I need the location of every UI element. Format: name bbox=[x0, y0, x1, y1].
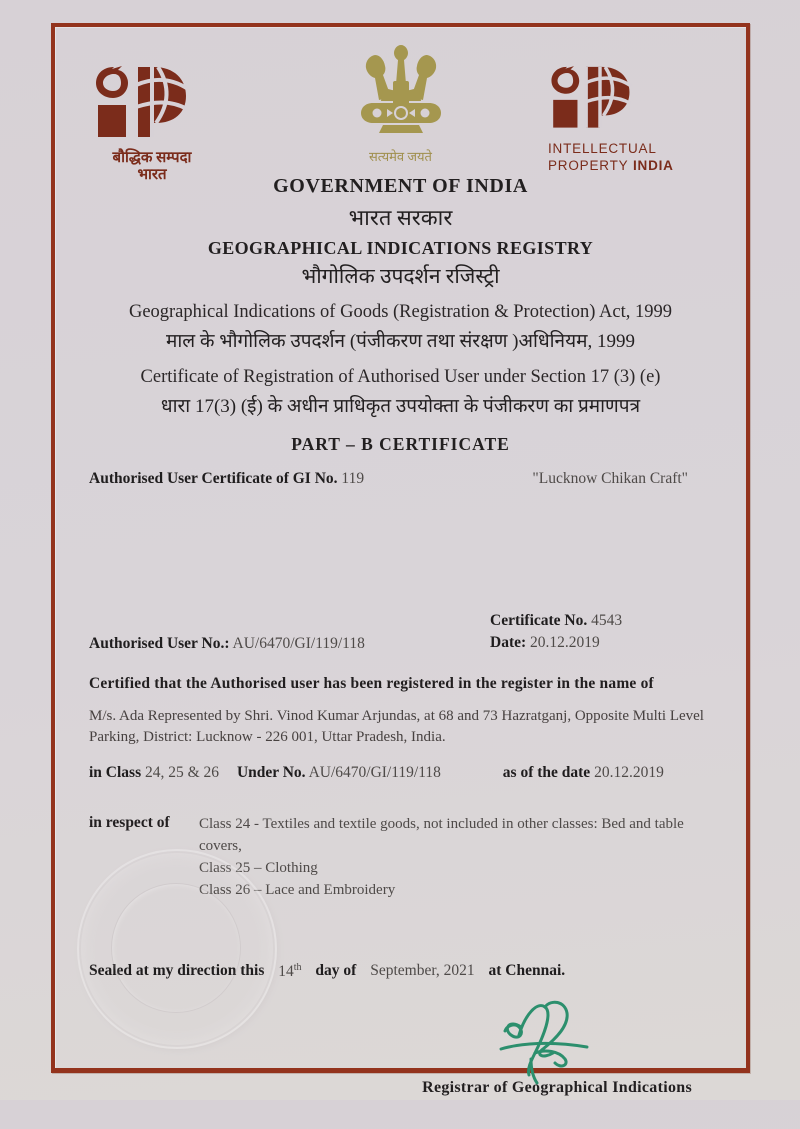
date-value: 20.12.2019 bbox=[530, 633, 600, 651]
certificate-subtitle-english: Certificate of Registration of Authorised User under Section 17 (3) (e) bbox=[140, 367, 661, 387]
under-no-label: Under No. bbox=[236, 764, 306, 782]
authorised-user-no-value: AU/6470/GI/119/118 bbox=[232, 635, 365, 653]
part-b-certificate-title: PART – B CERTIFICATE bbox=[291, 434, 510, 454]
title-gi-registry: GEOGRAPHICAL INDICATIONS REGISTRY bbox=[207, 238, 594, 258]
class-26-item: Class 26 – Lace and Embroidery bbox=[199, 881, 396, 898]
sealed-month-value: September, 2021 bbox=[370, 962, 475, 980]
certificate-no-value: 4543 bbox=[591, 612, 623, 629]
sealed-statement bbox=[89, 961, 706, 980]
authorised-user-no-label: Authorised User No.: bbox=[89, 635, 230, 653]
in-class-label: in Class bbox=[89, 764, 142, 782]
sealed-day-value: 14th bbox=[278, 961, 302, 980]
as-of-date-value: 20.12.2019 bbox=[594, 764, 664, 782]
numbers-row bbox=[89, 610, 706, 653]
certificate-header bbox=[55, 27, 746, 183]
title-gi-registry-hindi: भौगोलिक उपदर्शन रजिस्ट्री bbox=[301, 264, 500, 288]
in-respect-of-label: in respect of bbox=[89, 814, 170, 832]
ashoka-emblem-icon bbox=[353, 128, 449, 145]
emblem-motto: सत्यमेव जयते bbox=[369, 149, 432, 164]
class-25-item: Class 25 – Clothing bbox=[199, 859, 318, 876]
authorised-user-no-group bbox=[89, 635, 365, 653]
gi-number-label-group bbox=[89, 470, 364, 488]
goods-classes-list bbox=[199, 814, 699, 901]
at-place-label: at Chennai. bbox=[488, 962, 566, 980]
certificate-no-label: Certificate No. bbox=[490, 612, 588, 629]
right-logo-caption: INTELLECTUAL PROPERTY INDIA bbox=[548, 141, 674, 173]
title-government-of-india: GOVERNMENT OF INDIA bbox=[273, 175, 528, 197]
class-under-row bbox=[89, 764, 706, 782]
certificate-titles bbox=[55, 175, 746, 455]
in-class-value: 24, 25 & 26 bbox=[145, 764, 220, 782]
under-no-value: AU/6470/GI/119/118 bbox=[308, 764, 441, 782]
act-title-english: Geographical Indications of Goods (Registration & Protection) Act, 1999 bbox=[128, 302, 673, 322]
ip-india-logo-right bbox=[548, 65, 718, 175]
gi-number-value: 119 bbox=[341, 470, 365, 487]
certified-statement: Certified that the Authorised user has been registered in the register in the name of bbox=[89, 675, 654, 693]
date-label: Date: bbox=[490, 633, 527, 651]
class-24-item: Class 24 - Textiles and textile goods, not included in other classes: Bed and table covers, bbox=[199, 816, 684, 855]
certificate-no-group bbox=[490, 610, 706, 653]
as-of-date-label: as of the date bbox=[502, 764, 591, 782]
sealed-label: Sealed at my direction this bbox=[89, 962, 265, 980]
day-of-label: day of bbox=[315, 962, 357, 980]
certificate-border-frame bbox=[51, 23, 750, 1096]
registrar-signature-icon bbox=[491, 997, 601, 1092]
signature-block bbox=[89, 1009, 706, 1129]
act-title-hindi: माल के भौगोलिक उपदर्शन (पंजीकरण तथा संरक्षण )अधिनियम, 1999 bbox=[166, 331, 635, 352]
title-government-of-india-hindi: भारत सरकार bbox=[348, 205, 453, 230]
registrant-name-address: M/s. Ada Represented by Shri. Vinod Kumar Arjundas, at 68 and 73 Hazratganj, Opposite Multi Level Parking, District: Lucknow - 226 001, Uttar Pradesh, India. bbox=[89, 708, 704, 746]
certificate-subtitle-hindi: धारा 17(3) (ई) के अधीन प्राधिकृत उपयोक्ता के पंजीकरण का प्रमाणपत्र bbox=[160, 396, 641, 417]
gi-name-value: "Lucknow Chikan Craft" bbox=[532, 470, 688, 487]
ip-logo-icon bbox=[548, 120, 652, 137]
left-logo-caption: बौद्धिक सम्पदा भारत bbox=[112, 150, 192, 183]
gi-number-label: Authorised User Certificate of GI No. bbox=[89, 470, 338, 487]
registrar-title: Registrar of Geographical Indications bbox=[422, 1078, 692, 1096]
gi-number-row bbox=[89, 470, 706, 488]
certificate-body bbox=[55, 470, 746, 1129]
in-respect-of-section bbox=[89, 814, 706, 901]
